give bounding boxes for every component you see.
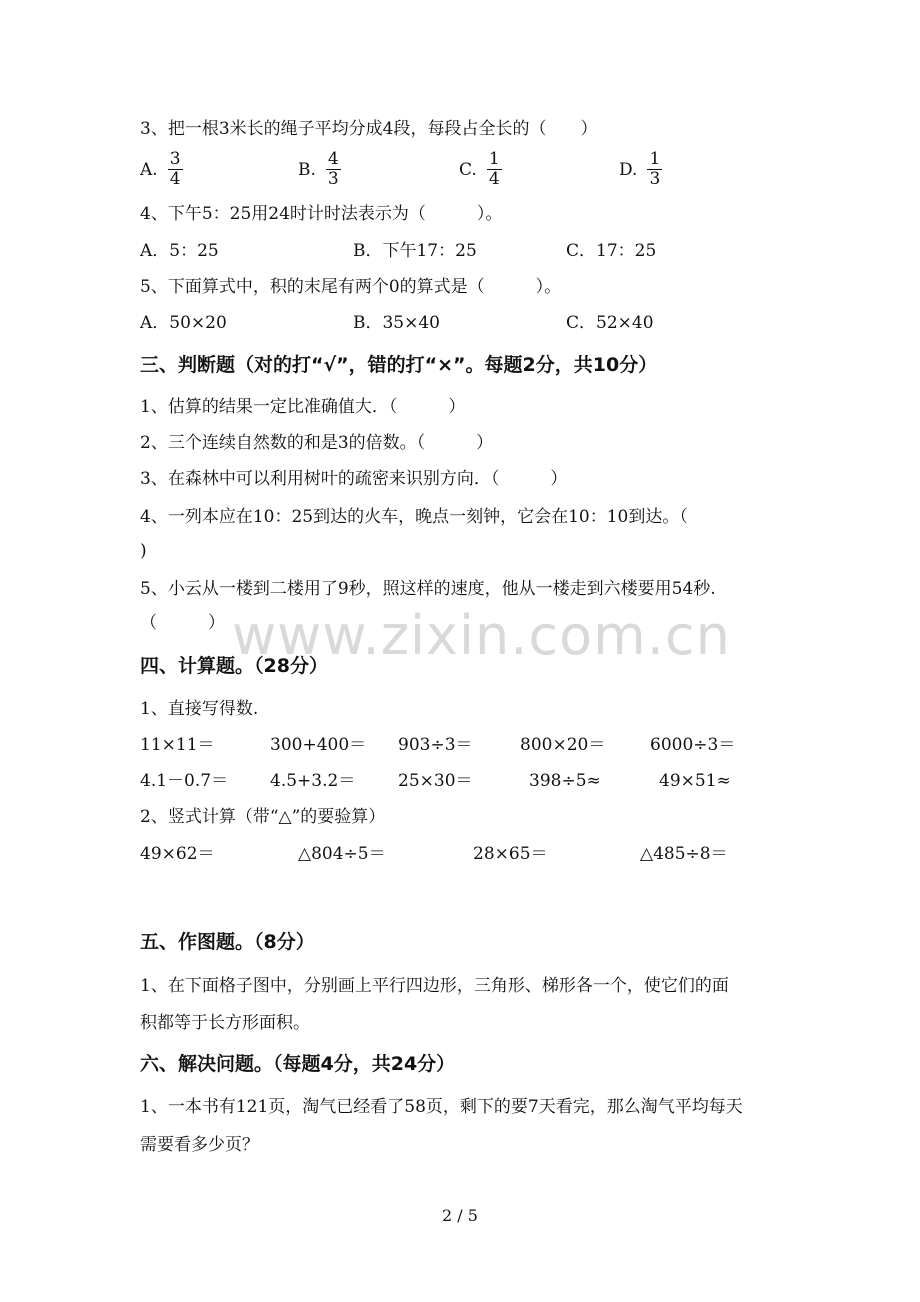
section3-item-4: 4、一列本应在10：25到达的火车，晚点一刻钟，它会在10：10到达。（: [140, 507, 688, 527]
section3-item-5: 5、小云从一楼到二楼用了9秒，照这样的速度，他从一楼走到六楼要用54秒.: [140, 579, 716, 599]
calc-3-2: △804÷5＝: [298, 844, 386, 864]
section5-line-1: 1、在下面格子图中，分别画上平行四边形，三角形、梯形各一个，使它们的面: [140, 976, 729, 996]
q4-option-a: A．5：25: [140, 241, 219, 261]
calc-1-4: 800×20＝: [520, 735, 606, 755]
calc-1-1: 11×11＝: [140, 735, 215, 755]
calc-1-3: 903÷3＝: [398, 735, 473, 755]
section5-heading: 五、作图题。（8分）: [140, 931, 315, 953]
q3-option-a-label: A.: [140, 159, 158, 180]
calc-1-2: 300+400＝: [270, 735, 367, 755]
q4-text: 4、下午5：25用24时计时法表示为（ ）。: [140, 204, 503, 224]
section3-item-3: 3、在森林中可以利用树叶的疏密来识别方向．（ ）: [140, 469, 568, 489]
calc-3-1: 49×62＝: [140, 844, 215, 864]
page-number: 2 / 5: [442, 1206, 478, 1225]
section3-heading: 三、判断题（对的打“√”，错的打“×”。每题2分，共10分）: [140, 354, 658, 376]
q5-option-b: B．35×40: [353, 313, 441, 333]
section4-sub1: 1、直接写得数.: [140, 699, 259, 719]
section4-sub2: 2、竖式计算（带“△”的要验算）: [140, 807, 386, 827]
calc-2-3: 25×30＝: [398, 771, 473, 791]
q3-option-a: [140, 150, 183, 189]
section3-item-2: 2、三个连续自然数的和是3的倍数。（ ）: [140, 433, 494, 453]
q3-option-b: [298, 150, 341, 189]
q4-option-c: C．17：25: [566, 241, 657, 261]
calc-1-5: 6000÷3＝: [650, 735, 736, 755]
section6-line-1: 1、一本书有121页，淘气已经看了58页，剩下的要7天看完，那么淘气平均每天: [140, 1097, 743, 1117]
q3-option-b-fraction: $\frac{4}{3}$: [327, 149, 339, 189]
q3-option-a-fraction: $\frac{3}{4}$: [169, 149, 181, 189]
section5-line-2: 积都等于长方形面积。: [140, 1013, 310, 1033]
q5-text: 5、下面算式中，积的末尾有两个0的算式是（ ）。: [140, 277, 562, 297]
q3-option-d-label: D.: [619, 159, 638, 180]
calc-2-5: 49×51≈: [659, 771, 731, 791]
section3-item-4-continued: ): [140, 541, 147, 561]
calc-2-2: 4.5+3.2＝: [270, 771, 356, 791]
calc-3-4: △485÷8＝: [640, 844, 728, 864]
watermark: www.zixin.com.cn: [232, 604, 731, 667]
calc-3-3: 28×65＝: [473, 844, 548, 864]
section6-line-2: 需要看多少页？: [140, 1135, 259, 1155]
q3-option-d: [619, 150, 662, 189]
section3-item-5-continued: （ ）: [140, 613, 225, 633]
q5-option-a: A．50×20: [140, 313, 227, 333]
calc-2-4: 398÷5≈: [529, 771, 601, 791]
calc-2-1: 4.1－0.7＝: [140, 771, 229, 791]
section3-item-1: 1、估算的结果一定比准确值大．（ ）: [140, 397, 466, 417]
section4-heading: 四、计算题。（28分）: [140, 655, 328, 677]
q3-option-b-label: B.: [298, 159, 316, 180]
q3-option-d-fraction: $\frac{1}{3}$: [649, 149, 661, 189]
section6-heading: 六、解决问题。（每题4分，共24分）: [140, 1053, 456, 1075]
q5-option-c: C．52×40: [566, 313, 654, 333]
q4-option-b: B．下午17：25: [353, 241, 477, 261]
q3-text: 3、把一根3米长的绳子平均分成4段，每段占全长的（ ）: [140, 119, 598, 139]
q3-option-c: [459, 150, 502, 189]
q3-option-c-fraction: $\frac{1}{4}$: [488, 149, 500, 189]
q3-option-c-label: C.: [459, 159, 477, 180]
